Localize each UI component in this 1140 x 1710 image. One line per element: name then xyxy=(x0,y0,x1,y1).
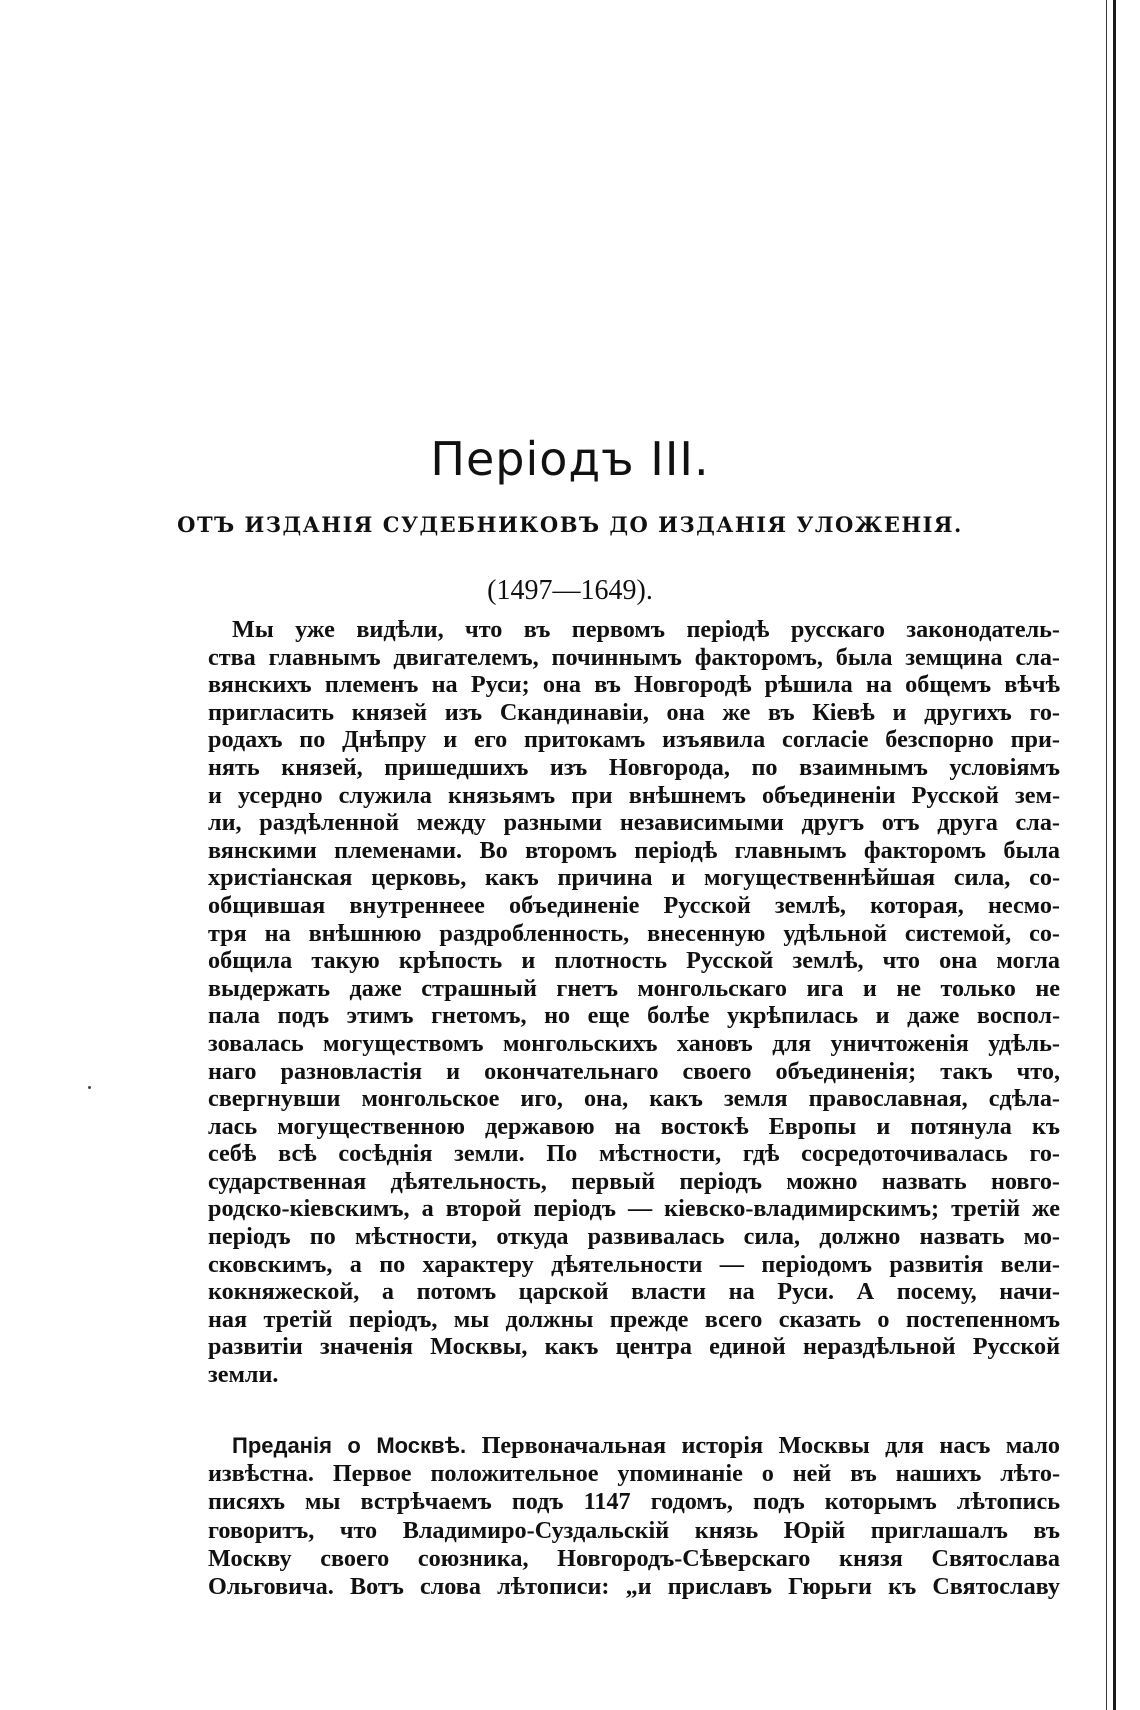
period-subtitle: ОТЪ ИЗДАНІЯ СУДЕБНИКОВЪ ДО ИЗДАНІЯ УЛОЖЕНІЯ. xyxy=(177,512,963,537)
text-line: выдержать даже страшный гнетъ монгольскаго ига и не только не xyxy=(208,974,1060,1002)
text-line: извѣстна. Первое положительное упоминаніе о ней въ нашихъ лѣто- xyxy=(208,1460,1060,1488)
page-edge-rule xyxy=(1113,0,1116,1710)
text-line: ная третій періодъ, мы должны прежде всего сказать о постепенномъ xyxy=(208,1305,1060,1333)
period-title: Періодъ III. xyxy=(430,432,710,486)
text-line: и усердно служила князьямъ при внѣшнемъ объединеніи Русской зем- xyxy=(208,781,1060,809)
section-heading: Преданія о Москвѣ. xyxy=(232,1433,467,1458)
page-edge-line xyxy=(1106,0,1107,1710)
text-line: земли. xyxy=(208,1361,279,1389)
text-line: родахъ по Днѣпру и его притокамъ изъявила согласіе безспорно при- xyxy=(208,726,1060,754)
text-line: нять князей, пришедшихъ изъ Новгорода, по взаимнымъ условіямъ xyxy=(208,753,1060,781)
text-line: свергнувши монгольское иго, она, какъ земля православная, сдѣла- xyxy=(208,1085,1060,1113)
text-line: Мы уже видѣли, что въ первомъ періодѣ русскаго законодатель- xyxy=(232,616,1060,643)
text-line xyxy=(208,1432,1060,1460)
text-line: тря на внѣшнюю раздробленность, внесенную удѣльной системой, со- xyxy=(208,919,1060,947)
text-line: наго разновластія и окончательнаго своего объединенія; такъ что, xyxy=(208,1057,1060,1085)
scan-speck xyxy=(88,1086,91,1089)
period-years: (1497—1649). xyxy=(487,575,653,606)
text-fragment: Первоначальная исторія Москвы для насъ мало xyxy=(481,1432,1061,1459)
text-line: сударственная дѣятельность, первый періодъ можно назвать новго- xyxy=(208,1167,1060,1195)
text-line: Москву своего союзника, Новгородъ-Сѣверскаго князя Святослава xyxy=(208,1544,1060,1572)
text-line: сковскимъ, а по характеру дѣятельности — періодомъ развитія вели- xyxy=(208,1250,1060,1278)
text-line: вянскихъ племенъ на Руси; она въ Новгородѣ рѣшила на общемъ вѣчѣ xyxy=(208,671,1060,699)
text-line: періодъ по мѣстности, откуда развивалась сила, должно назвать мо- xyxy=(208,1223,1060,1251)
text-line: ли, раздѣленной между разными независимыми другъ отъ друга сла- xyxy=(208,809,1060,837)
text-line: зовалась могуществомъ монгольскихъ хановъ для уничтоженія удѣль- xyxy=(208,1029,1060,1057)
text-line: христіанская церковь, какъ причина и могущественнѣйшая сила, со- xyxy=(208,864,1060,892)
text-line: ства главнымъ двигателемъ, починнымъ факторомъ, была земщина сла- xyxy=(208,643,1060,671)
text-line: писяхъ мы встрѣчаемъ подъ 1147 годомъ, подъ которымъ лѣтопись xyxy=(208,1488,1060,1516)
text-line: Ольговича. Вотъ слова лѣтописи: „и приславъ Гюрьги къ Святославу xyxy=(208,1573,1060,1601)
text-line: общившая внутреннеее объединеніе Русской землѣ, которая, несмо- xyxy=(208,891,1060,919)
text-line: вянскими племенами. Во второмъ періодѣ главнымъ факторомъ была xyxy=(208,836,1060,864)
text-line: развитіи значенія Москвы, какъ центра единой нераздѣльной Русской xyxy=(208,1333,1060,1361)
paragraph-moscow-legends xyxy=(208,1432,1060,1601)
text-line: кокняжеской, а потомъ царской власти на Руси. А посему, начи- xyxy=(208,1278,1060,1306)
text-line: себѣ всѣ сосѣднія земли. По мѣстности, гдѣ сосредоточивалась го- xyxy=(208,1140,1060,1168)
paragraph-intro xyxy=(208,616,1060,1389)
text-line: родско-кіевскимъ, а второй періодъ — кіевско-владимирскимъ; третій же xyxy=(208,1195,1060,1223)
text-line: пала подъ этимъ гнетомъ, но еще болѣе укрѣпилась и даже воспол- xyxy=(208,1002,1060,1030)
text-line: пригласить князей изъ Скандинавіи, она же въ Кіевѣ и другихъ го- xyxy=(208,698,1060,726)
text-line: лась могущественною державою на востокѣ Европы и потянула къ xyxy=(208,1112,1060,1140)
text-line: общила такую крѣпость и плотность Русской землѣ, что она могла xyxy=(208,947,1060,975)
text-line: говоритъ, что Владимиро-Суздальскій князь Юрій приглашалъ въ xyxy=(208,1516,1060,1544)
